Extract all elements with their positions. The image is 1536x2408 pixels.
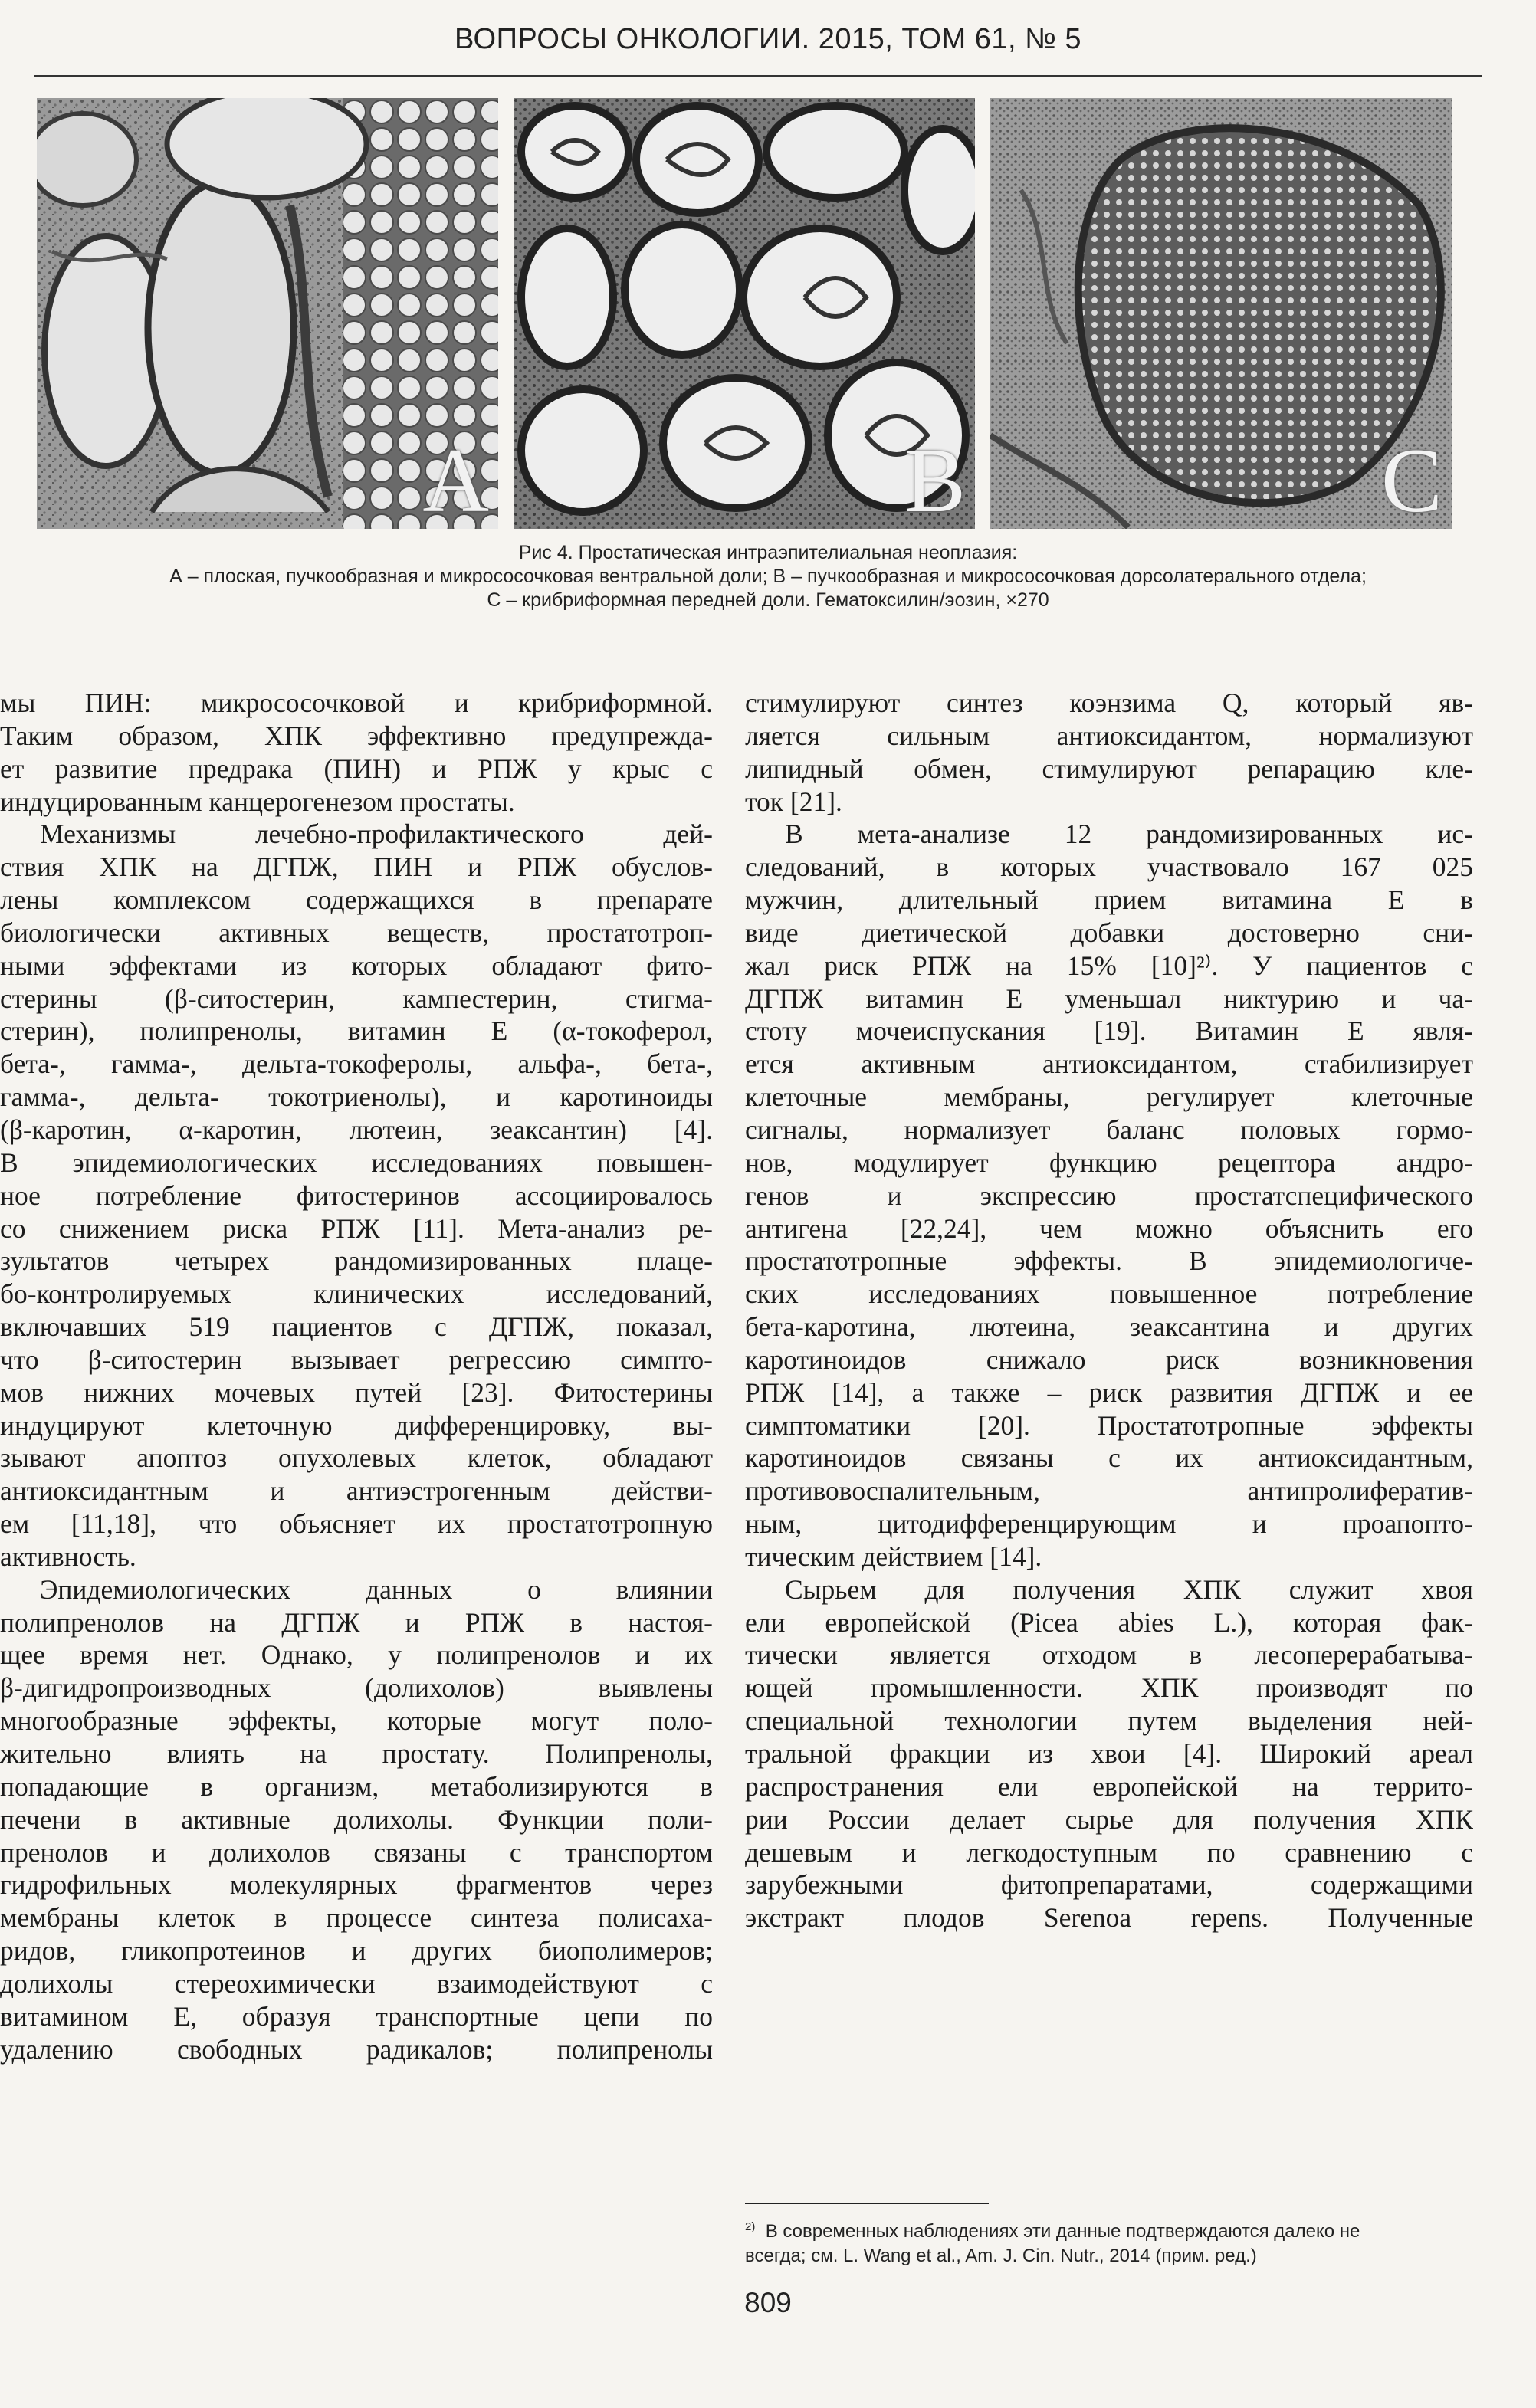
text-line: бета-, гамма-, дельта-токоферолы, альфа-, бета-, [0,1048,713,1080]
text-line: стимулируют синтез коэнзима Q, который яв- [745,687,1473,718]
text-line: стерины (β-ситостерин, кампестерин, стигма- [0,983,713,1014]
text-line: активность. [0,1540,136,1572]
text-line: зультатов четырех рандомизированных плаце- [0,1245,713,1277]
text-line: тическим действием [14]. [745,1540,1042,1572]
panel-label-a: A [422,429,489,529]
text-line: бета-каротина, лютеина, зеаксантина и других [745,1311,1473,1343]
text-line: клеточные мембраны, регулирует клеточные [745,1081,1473,1113]
text-line: В эпидемиологических исследованиях повышен- [0,1147,713,1178]
running-title: ВОПРОСЫ ОНКОЛОГИИ. 2015, ТОМ 61, № 5 [454,23,1082,55]
text-line: Механизмы лечебно-профилактического дей- [40,819,713,850]
text-line: щее время нет. Однако, у полипренолов и их [0,1639,713,1671]
text-line: зывают апоптоз опухолевых клеток, обладают [0,1442,713,1474]
text-line: липидный обмен, стимулируют репарацию кле- [745,753,1473,784]
text-line: зарубежными фитопрепаратами, содержащими [745,1869,1473,1901]
text-line: пренолов и долихолов связаны с транспортом [0,1836,713,1868]
text-line: со снижением риска РПЖ [11]. Мета-анализ ре- [0,1212,713,1244]
text-line: долихолы стереохимически взаимодействуют с [0,1967,713,1999]
text-line: стерин), полипренолы, витамин Е (α-токоферол, [0,1015,713,1047]
footnote-rule [745,2203,989,2204]
figure-panel-a [37,98,498,529]
text-line: ляется сильным антиоксидантом, нормализуют [745,720,1473,751]
text-line: антигена [22,24], чем можно объяснить его [745,1212,1473,1244]
text-line: РПЖ [14], а также – риск развития ДГПЖ и ее [745,1376,1473,1408]
footnote-line: В современных наблюдениях эти данные подтверждаются далеко не [765,2221,1360,2242]
text-line: Сырьем для получения ХПК служит хвоя [785,1573,1473,1605]
text-line: бо-контролируемых клинических исследований, [0,1278,713,1310]
text-line: биологически активных веществ, простатотроп- [0,917,713,948]
text-line: жительно влиять на простату. Полипренолы, [0,1738,713,1769]
text-line: экстракт плодов Serenoa repens. Полученные [745,1902,1473,1934]
text-line: ридов, гликопротеинов и других биополимеров; [0,1935,713,1967]
page-number: 809 [744,2287,792,2318]
text-line: антиоксидантным и антиэстрогенным действи- [0,1475,713,1507]
footnote [745,2215,1465,2269]
panel-label-c: C [1380,429,1442,529]
text-line: дешевым и легкодоступным по сравнению с [745,1836,1473,1868]
text-line: индуцированным канцерогенезом простаты. [0,786,515,817]
panel-label-b: B [904,429,966,529]
figure-caption [0,541,1536,612]
text-line: Эпидемиологических данных о влиянии [40,1573,713,1605]
figure-panel-c [990,98,1452,529]
caption-line: А – плоская, пучкообразная и микрососочковая вентральной доли; В – пучкообразная и микрососочковая дорсолатерального отдела; [169,566,1367,587]
text-line: симптоматики [20]. Простатотропные эффекты [745,1409,1473,1441]
text-line: нов, модулирует функцию рецептора андро- [745,1147,1473,1178]
text-line: ным, цитодифференцирующим и проапопто- [745,1508,1473,1540]
text-line: ДГПЖ витамин Е уменьшал никтурию и ча- [745,983,1473,1014]
text-line: печени в активные долихолы. Функции поли- [0,1803,713,1835]
text-line: распространения ели европейской на террито- [745,1770,1473,1802]
text-line: Таким образом, ХПК эффективно предупрежда- [0,720,713,751]
text-line: ное потребление фитостеринов ассоциировалось [0,1179,713,1211]
text-line: виде диетической добавки достоверно сни- [745,917,1473,948]
footnote-line: всегда; см. L. Wang et al., Am. J. Cin. Nutr., 2014 (прим. ред.) [745,2246,1257,2266]
text-line: мов нижних мочевых путей [23]. Фитостерины [0,1376,713,1408]
text-line: ными эффектами из которых обладают фито- [0,950,713,981]
text-line: рии России делает сырье для получения ХПК [745,1803,1473,1835]
text-line: мы ПИН: микрососочковой и крибриформной. [0,687,713,718]
text-line: жал риск РПЖ на 15% [10]²⁾. У пациентов с [745,950,1473,981]
text-line: многообразные эффекты, которые могут поло- [0,1705,713,1737]
footnote-marker: 2) [745,2220,756,2233]
caption-line: С – крибриформная передней доли. Гематоксилин/эозин, ×270 [487,589,1049,611]
text-line: лены комплексом содержащихся в препарате [0,884,713,916]
text-line: (β-каротин, α-каротин, лютеин, зеаксантин) [4]. [0,1114,713,1145]
text-line: тически является отходом в лесоперерабатыва- [745,1639,1473,1671]
figure-panel-b [514,98,975,529]
text-line: гамма-, дельта- токотриенолы), и каротиноиды [0,1081,713,1113]
text-line: ток [21]. [745,786,842,817]
text-line: генов и экспрессию простатспецифического [745,1179,1473,1211]
text-line: β-дигидропроизводных (долихолов) выявлены [0,1672,713,1704]
caption-line: Рис 4. Простатическая интраэпителиальная неоплазия: [518,542,1018,563]
text-line: ем [11,18], что объясняет их простатотропную [0,1508,713,1540]
header-rule [34,75,1482,77]
text-line: ется активным антиоксидантом, стабилизирует [745,1048,1473,1080]
text-line: сигналы, нормализует баланс половых гормо- [745,1114,1473,1145]
text-line: тральной фракции из хвои [4]. Широкий ареал [745,1738,1473,1769]
text-line: ских исследованиях повышенное потребление [745,1278,1473,1310]
text-line: полипренолов на ДГПЖ и РПЖ в настоя- [0,1606,713,1638]
text-line: каротиноидов снижало риск возникновения [745,1343,1473,1375]
text-line: ствия ХПК на ДГПЖ, ПИН и РПЖ обуслов- [0,851,713,883]
text-line: противовоспалительным, антипролифератив- [745,1475,1473,1507]
text-line: каротиноидов связаны с их антиоксидантным, [745,1442,1473,1474]
text-line: удалению свободных радикалов; полипренолы [0,2033,713,2065]
text-line: ели европейской (Picea abies L.), которая фак- [745,1606,1473,1638]
text-line: стоту мочеиспускания [19]. Витамин Е явля- [745,1015,1473,1047]
text-line: В мета-анализе 12 рандомизированных ис- [785,819,1473,850]
text-line: ющей промышленности. ХПК производят по [745,1672,1473,1704]
text-line: витамином Е, образуя транспортные цепи по [0,2000,713,2032]
text-line: простатотропные эффекты. В эпидемиологиче- [745,1245,1473,1277]
text-line: индуцируют клеточную дифференцировку, вы- [0,1409,713,1441]
right-column [745,687,1473,1934]
text-line: следований, в которых участвовало 167 025 [745,851,1473,883]
left-column [0,687,713,2065]
text-line: мембраны клеток в процессе синтеза полисаха- [0,1902,713,1934]
text-line: попадающие в организм, метаболизируются в [0,1770,713,1802]
text-line: что β-ситостерин вызывает регрессию симпто- [0,1343,713,1375]
text-line: мужчин, длительный прием витамина Е в [745,884,1473,916]
text-line: специальной технологии путем выделения ней- [745,1705,1473,1737]
text-line: включавших 519 пациентов с ДГПЖ, показал, [0,1311,713,1343]
text-line: ет развитие предрака (ПИН) и РПЖ у крыс с [0,753,713,784]
text-line: гидрофильных молекулярных фрагментов через [0,1869,713,1901]
